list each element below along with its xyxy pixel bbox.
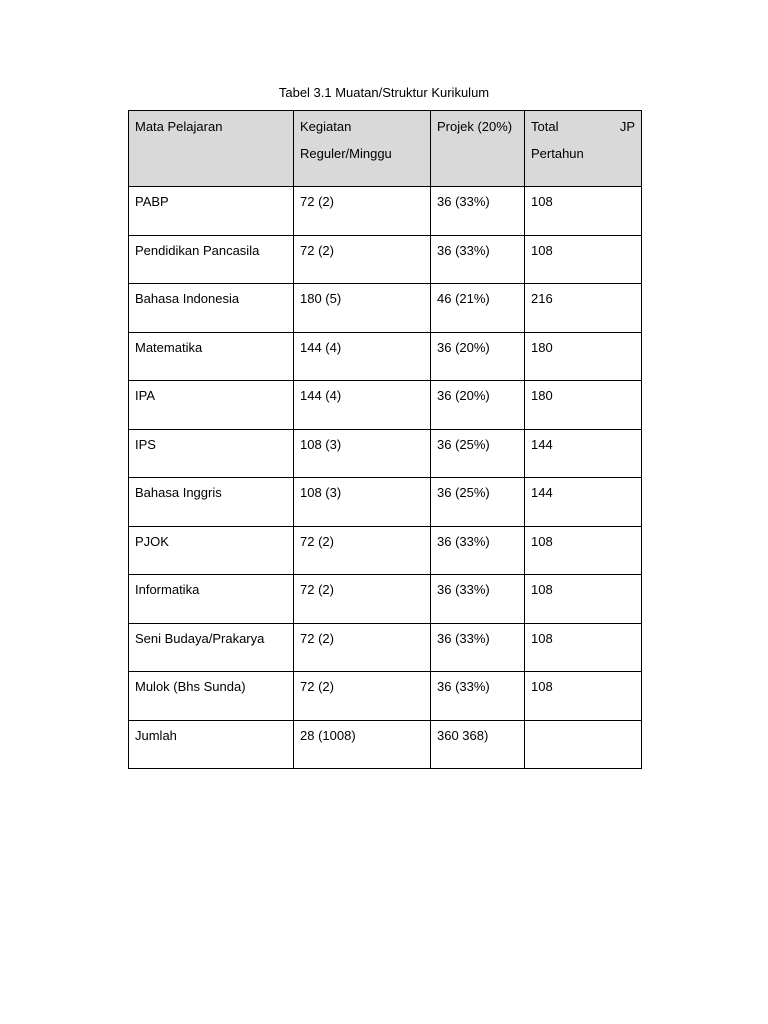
cell-project: 36 (33%) xyxy=(431,623,525,672)
header-regular-line1: Kegiatan xyxy=(300,119,352,134)
table-caption: Tabel 3.1 Muatan/Struktur Kurikulum xyxy=(278,85,490,100)
table-row xyxy=(129,284,642,333)
cell-total: 180 xyxy=(525,381,642,430)
header-project-label: Projek (20%) xyxy=(437,119,513,134)
cell-regular: 72 (2) xyxy=(294,575,431,624)
cell-regular: 72 (2) xyxy=(294,672,431,721)
cell-total: 180 xyxy=(525,332,642,381)
cell-project: 36 (33%) xyxy=(431,235,525,284)
table-row xyxy=(129,526,642,575)
cell-regular: 72 (2) xyxy=(294,526,431,575)
table-row-total xyxy=(129,720,642,769)
cell-total: 108 xyxy=(525,235,642,284)
header-total-word1: Total xyxy=(531,119,559,134)
header-total-word2: JP xyxy=(619,119,635,134)
cell-total: 108 xyxy=(525,187,642,236)
cell-project: 36 (20%) xyxy=(431,381,525,430)
header-subject-label: Mata Pelajaran xyxy=(135,119,223,134)
header-total-line2: Pertahun xyxy=(531,146,584,161)
cell-subject: Jumlah xyxy=(129,720,294,769)
header-regular xyxy=(294,111,431,187)
header-regular-line2: Reguler/Minggu xyxy=(300,146,392,161)
table-row xyxy=(129,575,642,624)
cell-subject: PABP xyxy=(129,187,294,236)
cell-project: 36 (33%) xyxy=(431,526,525,575)
cell-total: 108 xyxy=(525,575,642,624)
cell-subject: IPA xyxy=(129,381,294,430)
cell-subject: Bahasa Inggris xyxy=(129,478,294,527)
cell-project: 36 (33%) xyxy=(431,187,525,236)
cell-project: 36 (20%) xyxy=(431,332,525,381)
table-row xyxy=(129,429,642,478)
cell-regular: 108 (3) xyxy=(294,478,431,527)
header-subject xyxy=(129,111,294,187)
header-total xyxy=(525,111,642,187)
curriculum-table xyxy=(128,110,642,769)
cell-total: 144 xyxy=(525,429,642,478)
cell-regular: 180 (5) xyxy=(294,284,431,333)
cell-total: 108 xyxy=(525,623,642,672)
table-row xyxy=(129,672,642,721)
header-total-line1 xyxy=(531,113,635,140)
cell-total: 108 xyxy=(525,526,642,575)
cell-regular: 144 (4) xyxy=(294,332,431,381)
cell-regular: 72 (2) xyxy=(294,235,431,284)
cell-subject: PJOK xyxy=(129,526,294,575)
cell-total xyxy=(525,720,642,769)
table-row xyxy=(129,623,642,672)
table-row xyxy=(129,235,642,284)
cell-project: 46 (21%) xyxy=(431,284,525,333)
cell-total: 108 xyxy=(525,672,642,721)
cell-subject: Seni Budaya/Prakarya xyxy=(129,623,294,672)
cell-project: 36 (25%) xyxy=(431,429,525,478)
cell-subject: Informatika xyxy=(129,575,294,624)
header-project xyxy=(431,111,525,187)
cell-total: 144 xyxy=(525,478,642,527)
cell-regular: 72 (2) xyxy=(294,623,431,672)
cell-total: 216 xyxy=(525,284,642,333)
cell-regular: 72 (2) xyxy=(294,187,431,236)
cell-subject: Mulok (Bhs Sunda) xyxy=(129,672,294,721)
cell-regular: 28 (1008) xyxy=(294,720,431,769)
cell-subject: Pendidikan Pancasila xyxy=(129,235,294,284)
table-row xyxy=(129,187,642,236)
cell-regular: 144 (4) xyxy=(294,381,431,430)
cell-project: 36 (33%) xyxy=(431,575,525,624)
cell-subject: Matematika xyxy=(129,332,294,381)
table-row xyxy=(129,478,642,527)
cell-project: 36 (33%) xyxy=(431,672,525,721)
table-header-row xyxy=(129,111,642,187)
cell-regular: 108 (3) xyxy=(294,429,431,478)
table-row xyxy=(129,332,642,381)
cell-project: 36 (25%) xyxy=(431,478,525,527)
cell-subject: Bahasa Indonesia xyxy=(129,284,294,333)
cell-subject: IPS xyxy=(129,429,294,478)
table-row xyxy=(129,381,642,430)
cell-project: 360 368) xyxy=(431,720,525,769)
